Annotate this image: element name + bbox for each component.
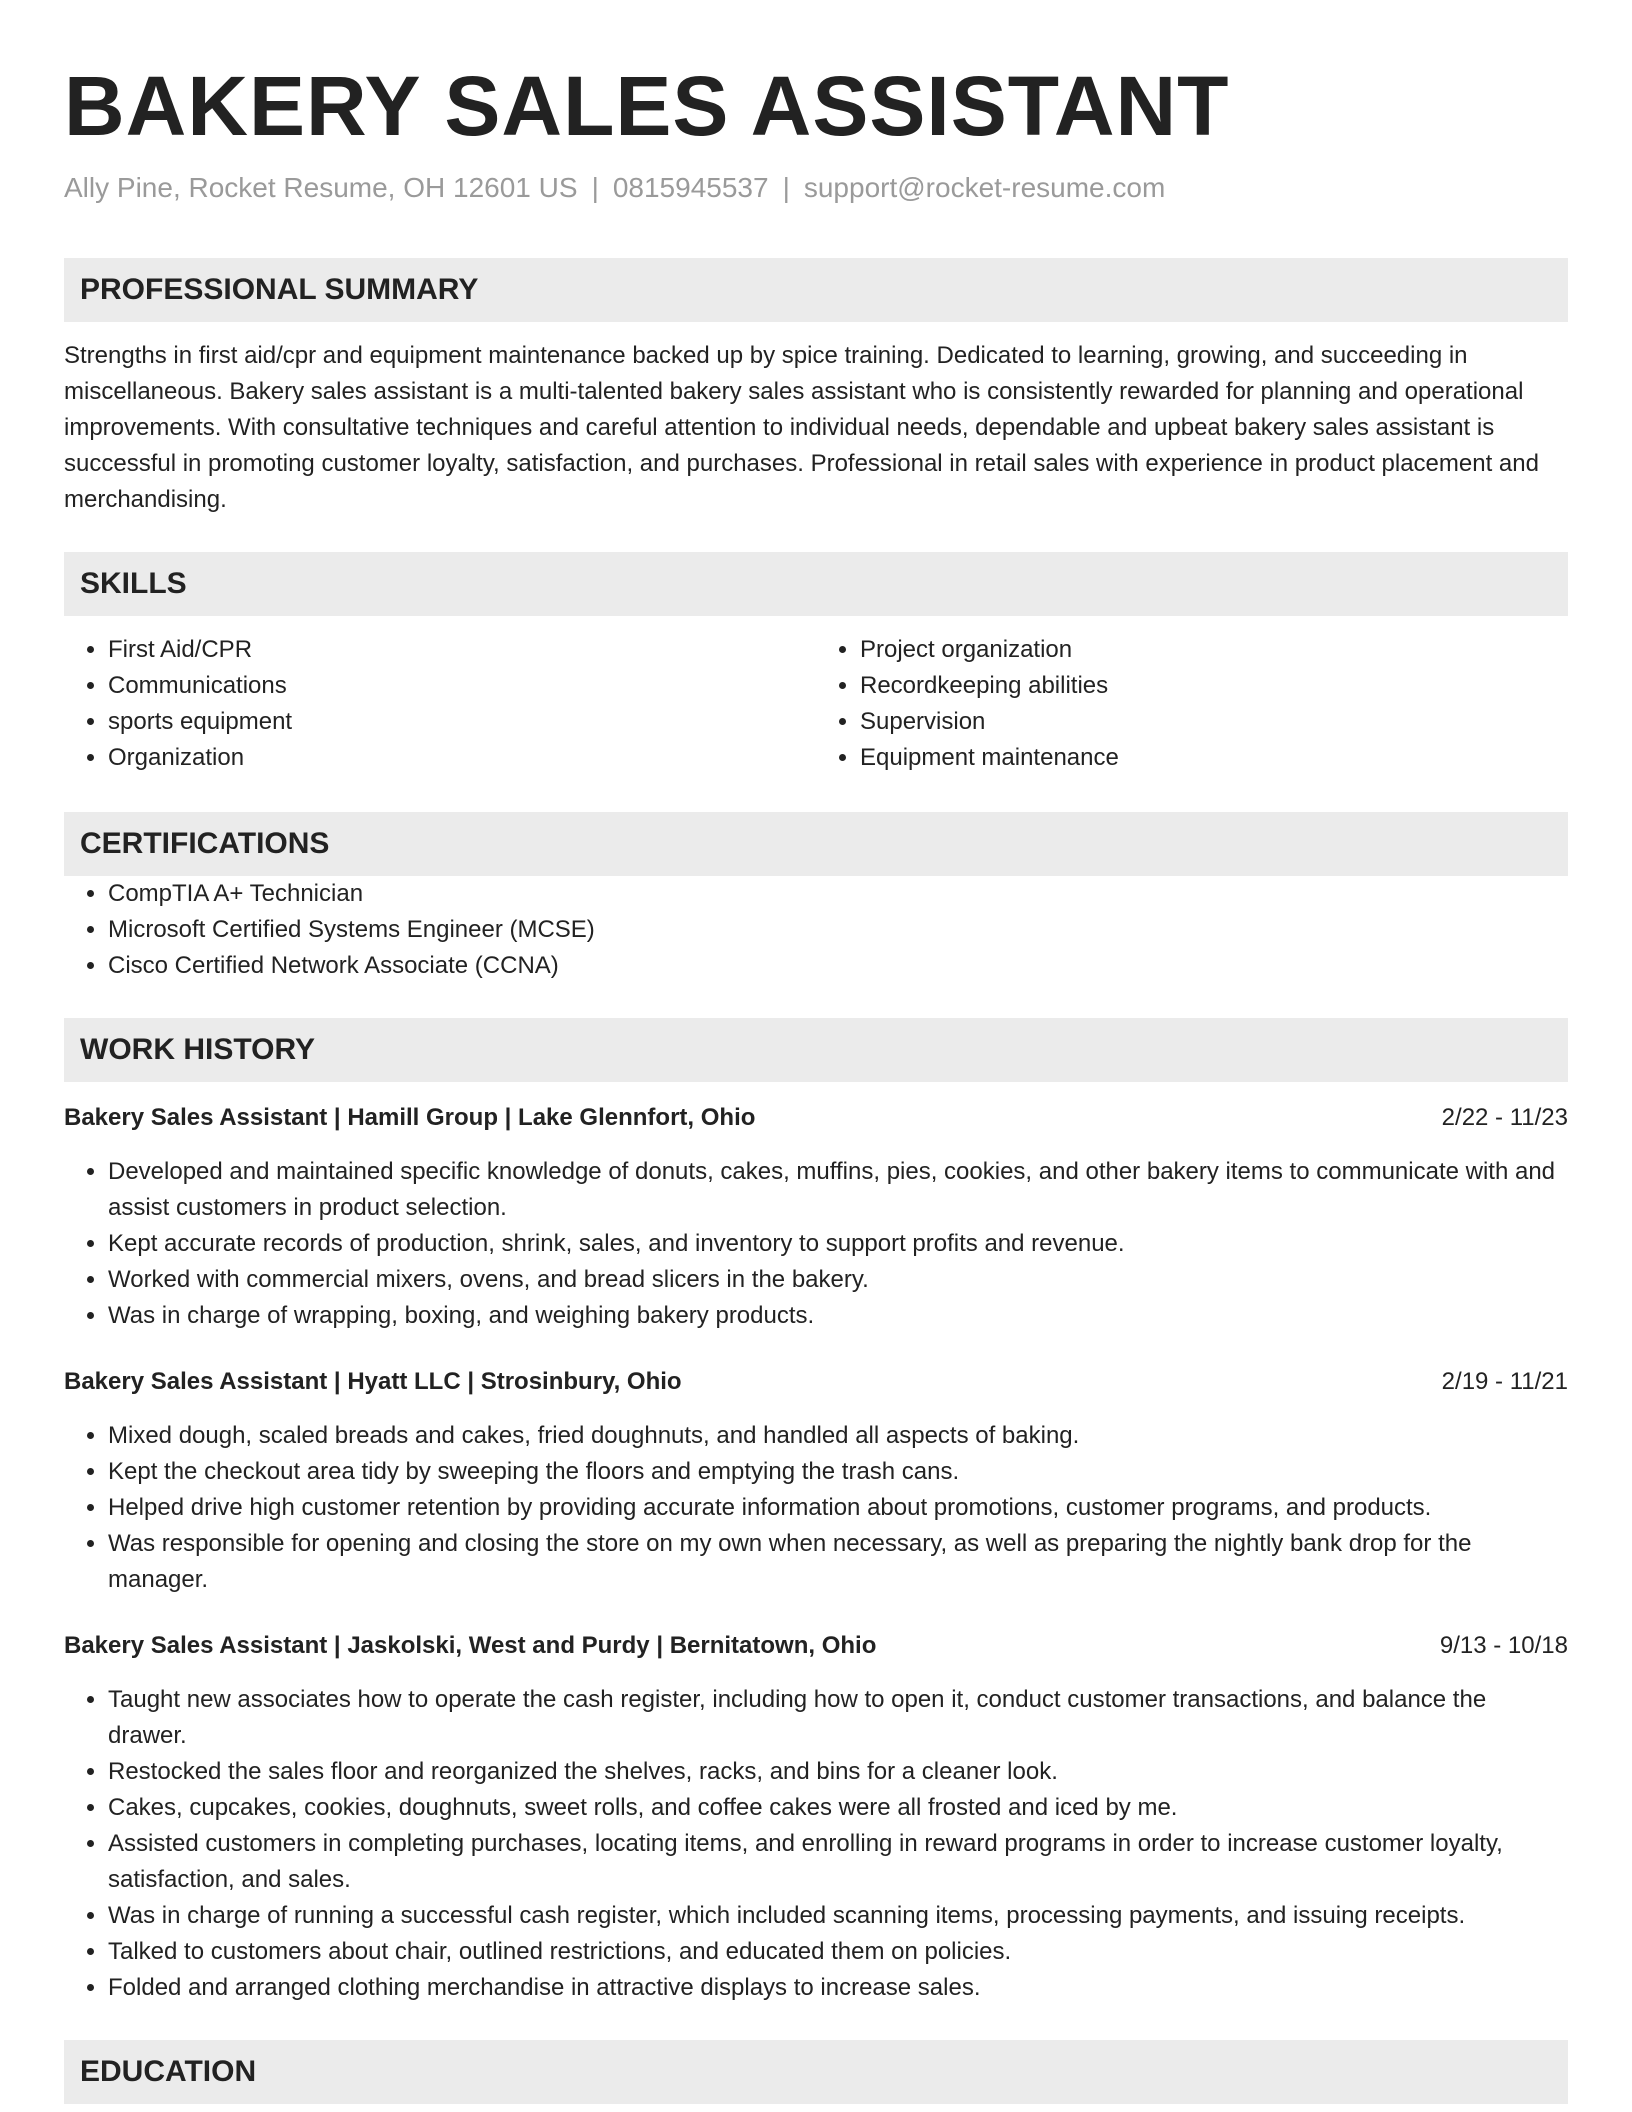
section-header-professional-summary: PROFESSIONAL SUMMARY (64, 258, 1568, 322)
job-bullet: • Assisted customers in completing purchases, locating items, and enrolling in reward programs in order to increase customer loyalty, satisfaction, and sales. (108, 1826, 1568, 1898)
job-title-row (64, 1364, 1568, 1400)
summary-text: Strengths in first aid/cpr and equipment maintenance backed up by spice training. Dedicated to learning, growing, and succeeding in miscellaneous. Bakery sales assistant is a multi-talented bakery sales assistant who is consistently rewarded for planning and operational improvements. With consultative techniques and careful attention to individual needs, dependable and upbeat bakery sales assistant is successful in promoting customer loyalty, satisfaction, and purchases. Professional in retail sales with experience in product placement and merchandising. (64, 342, 1539, 513)
certification-item: • CompTIA A+ Technician (108, 876, 1568, 912)
job-bullet: • Cakes, cupcakes, cookies, doughnuts, sweet rolls, and coffee cakes were all frosted and iced by me. (108, 1790, 1568, 1826)
job-bullet: • Worked with commercial mixers, ovens, and bread slicers in the bakery. (108, 1262, 1568, 1298)
skill-item: • Equipment maintenance (860, 740, 1568, 776)
job-title: Bakery Sales Assistant | Hyatt LLC | Strosinbury, Ohio (64, 1368, 682, 1395)
section-header-work-history: WORK HISTORY (64, 1018, 1568, 1082)
skill-item: • Project organization (860, 632, 1568, 668)
job-dates: 2/19 - 11/21 (1441, 1368, 1568, 1395)
resume-name: BAKERY SALES ASSISTANT (64, 59, 1230, 153)
job-bullet: • Was in charge of running a successful cash register, which included scanning items, processing payments, and issuing receipts. (108, 1898, 1568, 1934)
contact-email: support@rocket-resume.com (803, 172, 1166, 203)
job-bullet: • Developed and maintained specific knowledge of donuts, cakes, muffins, pies, cookies, and other bakery items to communicate with and assist customers in product selection. (108, 1154, 1568, 1226)
skill-item: • Recordkeeping abilities (860, 668, 1568, 704)
job-bullet: • Mixed dough, scaled breads and cakes, fried doughnuts, and handled all aspects of baking. (108, 1418, 1568, 1454)
job-entry (64, 1364, 1568, 1598)
certification-item: • Microsoft Certified Systems Engineer (MCSE) (108, 912, 1568, 948)
certification-item: • Cisco Certified Network Associate (CCNA) (108, 948, 1568, 984)
job-entry (64, 1100, 1568, 1334)
skill-item: • First Aid/CPR (108, 632, 816, 668)
contact-separator: | (782, 172, 790, 203)
job-bullet: • Kept accurate records of production, shrink, sales, and inventory to support profits and revenue. (108, 1226, 1568, 1262)
contact-address: Ally Pine, Rocket Resume, OH 12601 US (64, 172, 578, 203)
skills-grid (64, 632, 1568, 776)
contact-separator: | (591, 172, 599, 203)
job-bullet: • Was in charge of wrapping, boxing, and weighing bakery products. (108, 1298, 1568, 1334)
skills-column-left (64, 632, 816, 776)
job-bullets (64, 1154, 1568, 1334)
job-title: Bakery Sales Assistant | Jaskolski, West and Purdy | Bernitatown, Ohio (64, 1632, 877, 1659)
job-bullet: • Kept the checkout area tidy by sweeping the floors and emptying the trash cans. (108, 1454, 1568, 1490)
job-dates: 9/13 - 10/18 (1439, 1632, 1568, 1659)
skill-item: • Organization (108, 740, 816, 776)
skills-column-right (816, 632, 1568, 776)
job-title-row (64, 1100, 1568, 1136)
job-bullet: • Talked to customers about chair, outlined restrictions, and educated them on policies. (108, 1934, 1568, 1970)
job-title-row (64, 1628, 1568, 1664)
job-bullet: • Taught new associates how to operate the cash register, including how to open it, conduct customer transactions, and balance the drawer. (108, 1682, 1568, 1754)
job-dates: 2/22 - 11/23 (1441, 1104, 1568, 1131)
certifications-list (64, 876, 1568, 984)
job-bullet: • Folded and arranged clothing merchandise in attractive displays to increase sales. (108, 1970, 1568, 2006)
job-bullet: • Helped drive high customer retention by providing accurate information about promotions, customer programs, and products. (108, 1490, 1568, 1526)
section-header-skills: SKILLS (64, 552, 1568, 616)
job-entry (64, 1628, 1568, 2006)
job-bullet: • Restocked the sales floor and reorganized the shelves, racks, and bins for a cleaner look. (108, 1754, 1568, 1790)
job-bullets (64, 1682, 1568, 2006)
job-bullet: • Was responsible for opening and closing the store on my own when necessary, as well as preparing the nightly bank drop for the manager. (108, 1526, 1568, 1598)
contact-phone: 0815945537 (612, 172, 769, 203)
skill-item: • sports equipment (108, 704, 816, 740)
job-bullets (64, 1418, 1568, 1598)
skill-item: • Supervision (860, 704, 1568, 740)
contact-line (64, 170, 1568, 206)
skill-item: • Communications (108, 668, 816, 704)
section-header-education: EDUCATION (64, 2040, 1568, 2104)
job-title: Bakery Sales Assistant | Hamill Group | Lake Glennfort, Ohio (64, 1104, 756, 1131)
section-header-certifications: CERTIFICATIONS (64, 812, 1568, 876)
